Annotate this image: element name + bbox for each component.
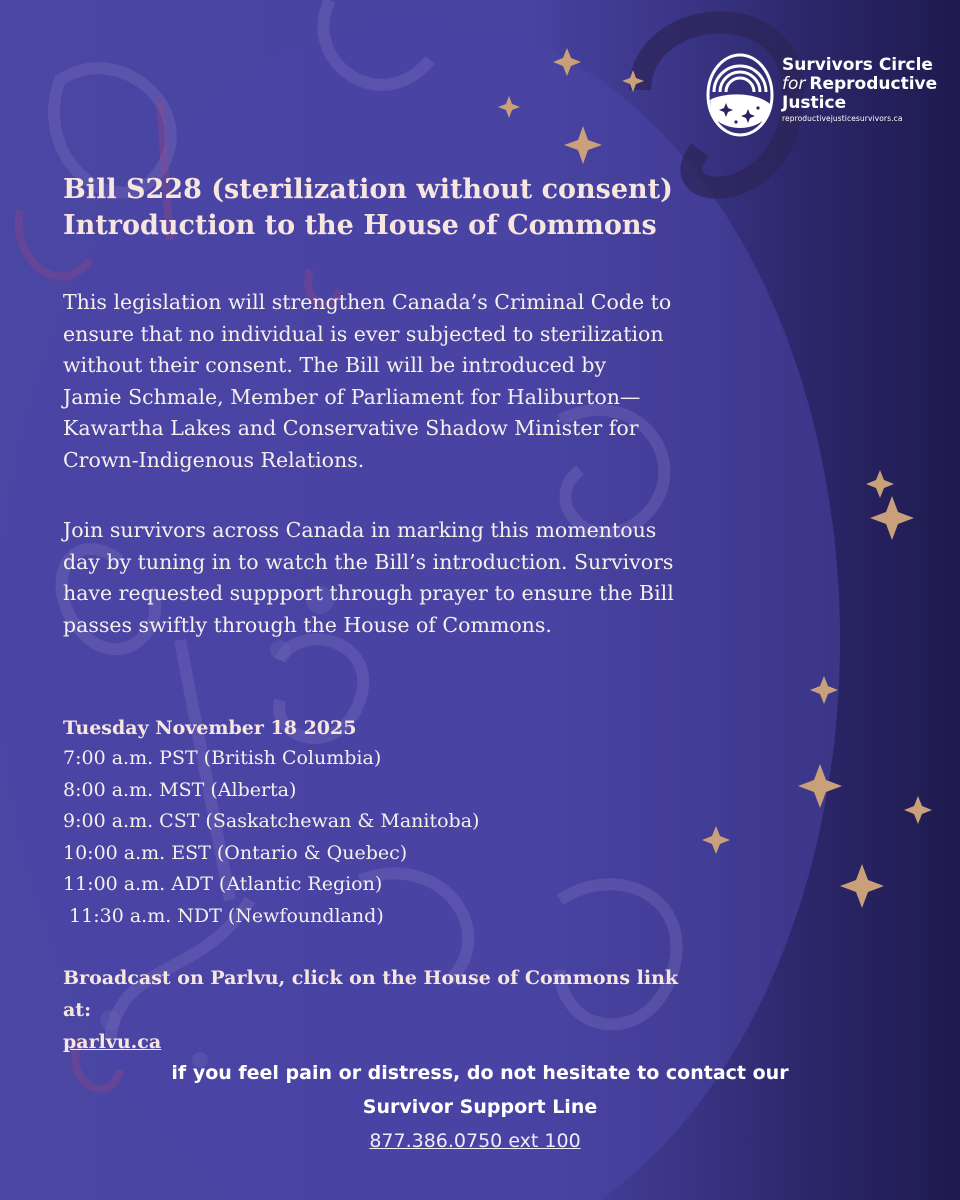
broadcast-info	[63, 962, 763, 1058]
logo-name-line1: Survivors Circle	[782, 55, 933, 75]
join-line: have requested suppport through prayer to ensure the Bill	[63, 581, 674, 605]
page-title	[63, 172, 763, 244]
schedule-time: 7:00 a.m. PST (British Columbia)	[63, 747, 382, 769]
title-line-2: Introduction to the House of Commons	[63, 210, 657, 241]
broadcast-link-line	[63, 994, 763, 1058]
intro-line: Jamie Schmale, Member of Parliament for Haliburton—	[63, 384, 641, 409]
schedule-time: 11:00 a.m. ADT (Atlantic Region)	[63, 873, 383, 895]
join-line: passes swiftly through the House of Commons.	[63, 612, 552, 637]
logo-name-reproductive: Reproductive	[809, 74, 938, 94]
logo-name-for: for	[782, 74, 806, 94]
broadcast-prefix: at:	[63, 999, 92, 1021]
broadcast-line: Broadcast on Parlvu, click on the House of Commons link	[63, 967, 679, 989]
support-line-notice	[0, 1056, 960, 1158]
parlvu-link[interactable]: parlvu.ca	[63, 1031, 162, 1053]
logo-url: reproductivejusticesurvivors.ca	[782, 114, 903, 123]
schedule-time: 8:00 a.m. MST (Alberta)	[63, 778, 297, 801]
join-paragraph	[63, 515, 783, 641]
join-line: Join survivors across Canada in marking this momentous	[63, 518, 657, 542]
support-message: if you feel pain or distress, do not hesitate to contact our	[171, 1062, 789, 1084]
intro-line: without their consent. The Bill will be introduced by	[63, 353, 607, 377]
schedule-time: 10:00 a.m. EST (Ontario & Quebec)	[63, 841, 408, 864]
logo-name-line3: Justice	[782, 93, 847, 113]
schedule-time: 11:30 a.m. NDT (Newfoundland)	[63, 904, 384, 927]
intro-line: ensure that no individual is ever subjected to sterilization	[63, 321, 664, 346]
intro-line: This legislation will strengthen Canada’s Criminal Code to	[63, 290, 672, 314]
schedule-time: 9:00 a.m. CST (Saskatchewan & Manitoba)	[63, 810, 480, 832]
schedule	[63, 713, 663, 932]
support-phone-link[interactable]: 877.386.0750 ext 100	[369, 1130, 581, 1152]
join-line: day by tuning in to watch the Bill’s introduction. Survivors	[63, 549, 674, 574]
title-line-1: Bill S228 (sterilization without consent)	[63, 174, 673, 205]
intro-line: Crown-Indigenous Relations.	[63, 447, 365, 472]
support-line-title: Survivor Support Line	[362, 1096, 598, 1118]
intro-line: Kawartha Lakes and Conservative Shadow Minister for	[63, 416, 639, 440]
intro-paragraph	[63, 287, 783, 476]
event-date: Tuesday November 18 2025	[63, 717, 357, 739]
